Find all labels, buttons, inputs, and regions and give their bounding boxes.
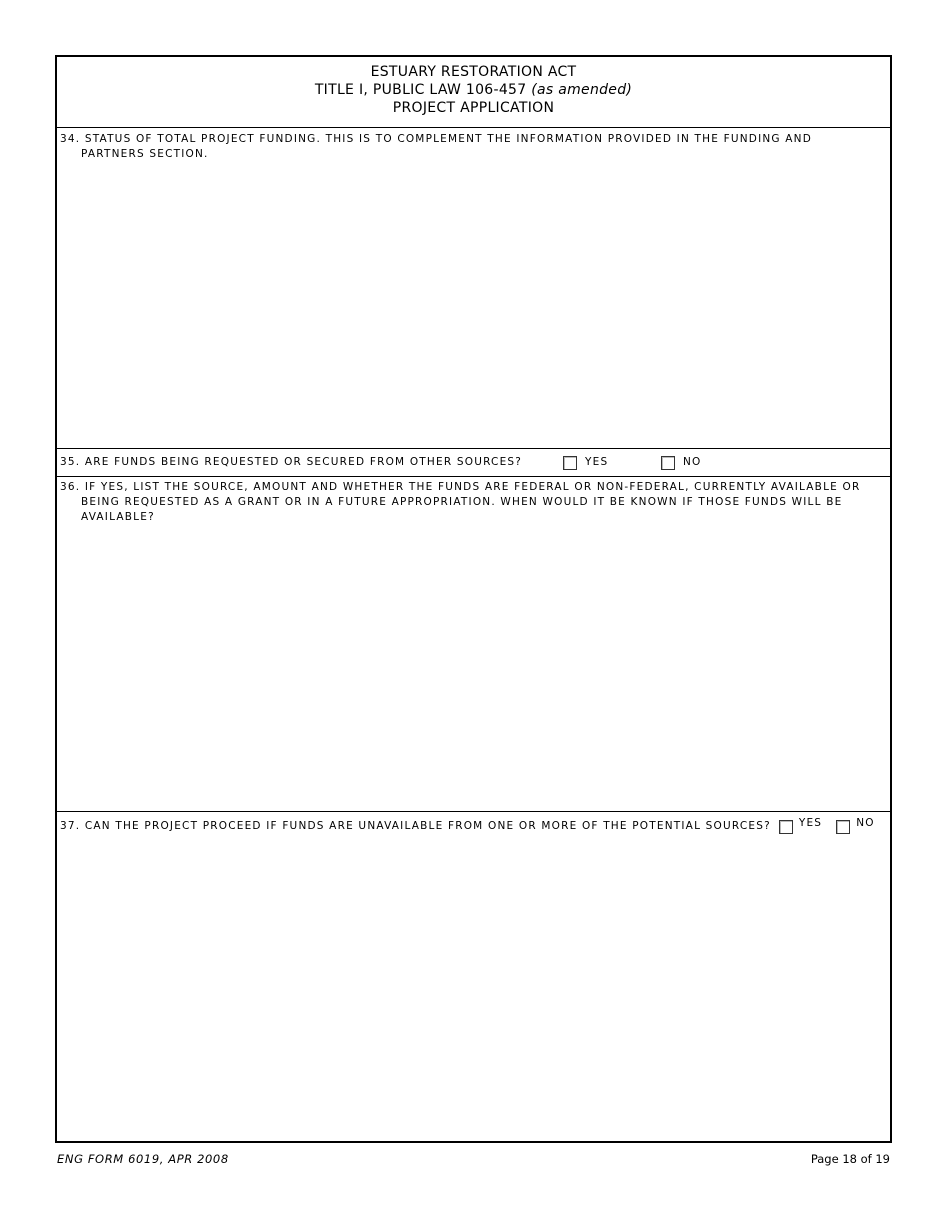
question-35-label: 35. ARE FUNDS BEING REQUESTED OR SECURED FROM OTHER SOURCES?: [60, 455, 523, 468]
form-title: ESTUARY RESTORATION ACT: [370, 64, 577, 80]
question-37-label: 37. CAN THE PROJECT PROCEED IF FUNDS ARE UNAVAILABLE FROM ONE OR MORE OF THE POTENTIAL SOURCES?: [60, 820, 771, 832]
question-35-no-option[interactable]: [661, 455, 702, 470]
question-37-yes-label: YES: [798, 817, 823, 829]
section-q35: [57, 449, 890, 477]
question-37-yes-option[interactable]: [779, 819, 822, 834]
form-page: [55, 55, 892, 1143]
law-amended-note: (as amended): [531, 82, 633, 98]
question-34-label: 34. STATUS OF TOTAL PROJECT FUNDING. THIS IS TO COMPLEMENT THE INFORMATION PROVIDED IN THE FUNDING AND PARTNERS SECTION.: [60, 133, 813, 160]
question-37-yes-checkbox[interactable]: [779, 820, 793, 834]
form-subtitle: [57, 81, 890, 99]
law-reference: TITLE I, PUBLIC LAW 106-457: [314, 82, 527, 98]
form-header: [57, 57, 890, 128]
form-type: PROJECT APPLICATION: [392, 100, 555, 116]
page-number: Page 18 of 19: [810, 1152, 890, 1166]
form-identifier: ENG FORM 6019, APR 2008: [57, 1152, 229, 1166]
question-36-label: 36. IF YES, LIST THE SOURCE, AMOUNT AND WHETHER THE FUNDS ARE FEDERAL OR NON-FEDERAL, CURRENTLY AVAILABLE OR BEING REQUESTED AS A GRANT OR IN A FUTURE APPROPRIATION. WHEN WOULD IT BE KNOWN IF THOSE FUNDS WILL BE AVAILABLE?: [60, 481, 861, 523]
question-37-no-checkbox[interactable]: [836, 820, 850, 834]
question-35-yes-option[interactable]: [563, 455, 608, 470]
question-34-answer-field[interactable]: [57, 165, 890, 448]
question-35-yes-checkbox[interactable]: [563, 456, 577, 470]
question-35-no-checkbox[interactable]: [661, 456, 675, 470]
section-q37: [57, 812, 890, 1143]
question-36-answer-field[interactable]: [57, 529, 890, 811]
section-q36: [57, 477, 890, 812]
question-37-no-label: NO: [856, 817, 875, 829]
question-37-no-option[interactable]: [836, 819, 875, 834]
question-35-yes-label: YES: [585, 456, 609, 468]
question-35-no-label: NO: [683, 456, 702, 468]
question-37-answer-field[interactable]: [57, 842, 890, 1143]
section-q34: [57, 127, 890, 449]
